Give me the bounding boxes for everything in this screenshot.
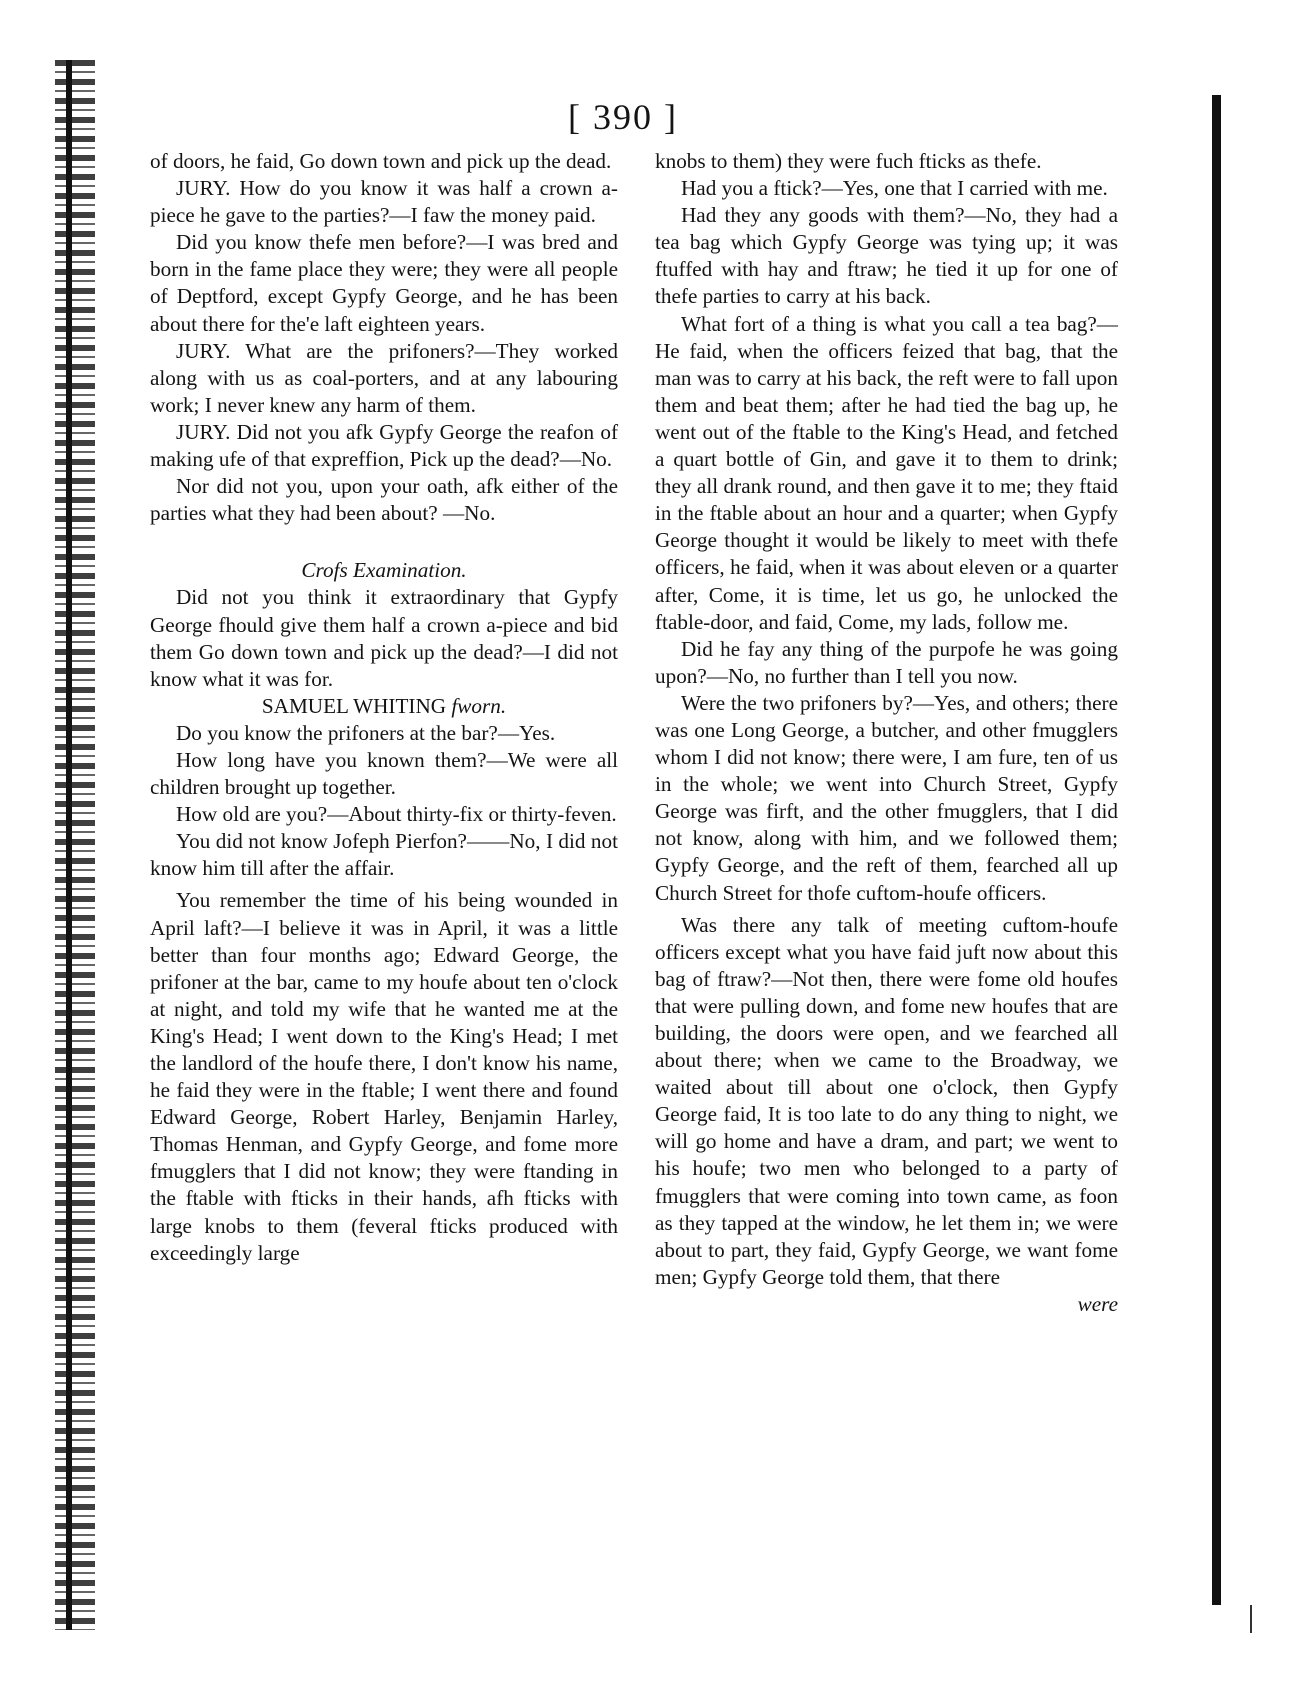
paragraph: You remember the time of his being wounded in April laft?—I believe it was in April, it was a little better than four months ago; Edward George, the prifoner at the bar, came to my houfe about ten o'clock at night, and told my wife that he wanted me at the King's Head; I went down to the King's Head; I met the landlord of the houfe there, I don't know his name, he faid they were in the ftable; I went there and found Edward George, Robert Harley, Benjamin Harley, Thomas Henman, and Gypfy George, and fome more fmugglers that I did not know; they were ftanding in the ftable with fticks in their hands, afh fticks with large knobs to them (feveral fticks produced with exceedingly large bbox=[150, 888, 618, 1265]
page-number: [ 390 ] bbox=[568, 97, 678, 137]
paragraph: Were the two prifoners by?—Yes, and others; there was one Long George, a butcher, and other fmugglers whom I did not know; there were, I am fure, ten of us in the whole; we went into Church Street, Gypfy George was firft, and the other fmugglers, that I did not know, along with him, and we followed them; Gypfy George, and the reft of them, fearched all up Church Street for thofe cuftom-houfe officers. bbox=[655, 690, 1118, 905]
paragraph: Was there any talk of meeting cuftom-houfe officers except what you have faid juft now about this bag of ftraw?—Not then, there were fome old houfes that were pulling down, and fome new houfes that are building, the doors were open, and we fearched all about there; when we came to the Broadway, we waited about till about one o'clock, then Gypfy George faid, It is too late to do any thing to night, we will go home and have a dram, and part; we went to his houfe; two men who belonged to a party of fmugglers that were coming into town came, as foon as they tapped at the window, he let them in; we were about to part, they faid, Gypfy George, we want fome men; Gypfy George told them, that there bbox=[655, 912, 1118, 1289]
witness-heading bbox=[150, 693, 618, 720]
paragraph: How old are you?—About thirty-fix or thirty-feven. bbox=[176, 802, 617, 827]
paragraph: knobs to them) they were fuch fticks as thefe. bbox=[655, 149, 1042, 173]
section-heading: Crofs Examination. bbox=[301, 558, 467, 583]
paragraph: Do you know the prifoners at the bar?—Yes. bbox=[176, 720, 556, 745]
paragraph: Had they any goods with them?—No, they had a tea bag which Gypfy George was tying up; it was ftuffed with hay and ftraw; he tied it up for one of thefe parties to carry at his back. bbox=[655, 203, 1118, 309]
scan-edge-right bbox=[1212, 95, 1221, 1605]
catchword: were bbox=[1077, 1291, 1118, 1316]
paragraph: Nor did not you, upon your oath, afk either of the parties what they had been about? —No. bbox=[150, 474, 618, 526]
scan-binding-shadow bbox=[66, 60, 72, 1630]
scan-mark bbox=[1250, 1605, 1252, 1633]
paragraph: Did not you think it extraordinary that Gypfy George fhould give them half a crown a-piece and bid them Go down town and pick up the dead?—I did not know what it was for. bbox=[150, 585, 618, 691]
paragraph: JURY. Did not you afk Gypfy George the reafon of making ufe of that expreffion, Pick up the dead?—No. bbox=[150, 419, 618, 472]
paragraph: What fort of a thing is what you call a tea bag?—He faid, when the officers feized that bag, that the man was to carry at his back, the reft were to fall upon them and beat them; after he had tied the bag up, he went out of the ftable to the King's Head, and fetched a quart bottle of Gin, and gave it to them to drink; they all drank round, and then gave it to me; they ftaid in the ftable about an hour and a quarter; when Gypfy George thought it would be likely to meet with thefe officers, he faid, when it was about eleven or a quarter after, Come, it is time, let us go, he unlocked the ftable-door, and faid, Come, my lads, follow me. bbox=[655, 311, 1118, 634]
paragraph: of doors, he faid, Go down town and pick up the dead. bbox=[150, 149, 612, 173]
paragraph: JURY. What are the prifoners?—They worked along with us as coal-porters, and at any labouring work; I never knew any harm of them. bbox=[150, 338, 618, 417]
witness-sworn: fworn. bbox=[451, 693, 507, 718]
left-column bbox=[150, 148, 618, 1267]
paragraph: How long have you known them?—We were all children brought up together. bbox=[150, 747, 618, 800]
paragraph: JURY. How do you know it was half a crown a-piece he gave to the parties?—I faw the money paid. bbox=[150, 176, 618, 228]
paragraph: You did not know Jofeph Pierfon?——No, I did not know him till after the affair. bbox=[150, 829, 618, 881]
paragraph: Had you a ftick?—Yes, one that I carried with me. bbox=[681, 176, 1108, 201]
witness-name: SAMUEL WHITING bbox=[261, 693, 447, 718]
paragraph: Did you know thefe men before?—I was bred and born in the fame place they were; they were all people of Deptford, except Gypfy George, and he has been about there for the'e laft eighteen years. bbox=[150, 230, 618, 336]
paragraph: Did he fay any thing of the purpofe he was going upon?—No, no further than I tell you now. bbox=[655, 636, 1118, 688]
scan-edge-left bbox=[55, 60, 95, 1630]
right-column bbox=[655, 148, 1118, 1318]
